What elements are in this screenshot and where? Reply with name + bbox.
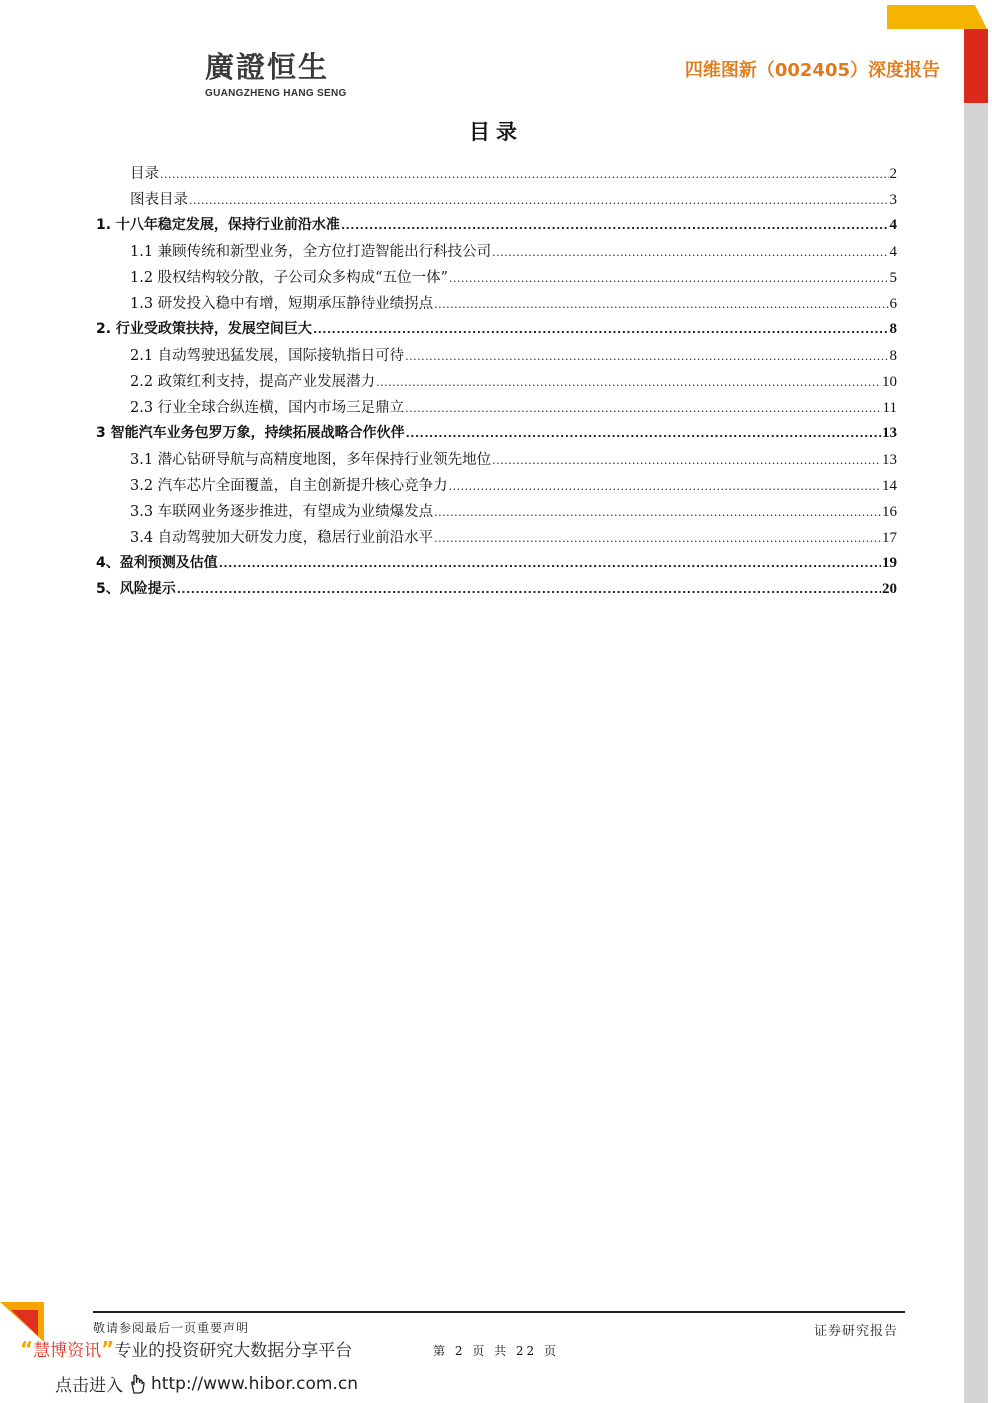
toc-entry-page: 8 xyxy=(889,348,897,364)
watermark-url[interactable]: http://www.hibor.com.cn xyxy=(151,1373,358,1394)
quote-open: “ xyxy=(20,1337,34,1361)
toc-entry[interactable] xyxy=(130,448,897,474)
toc-entry-label: 图表目录 xyxy=(130,192,188,208)
page-number: 第 2 页 共 22 页 xyxy=(433,1344,559,1358)
toc-entry-label: 目录 xyxy=(130,166,159,182)
page-title: 目录 xyxy=(469,120,523,144)
corner-red-band xyxy=(964,29,988,103)
toc-entry-page: 5 xyxy=(889,270,897,286)
watermark-slogan xyxy=(20,1336,352,1361)
leader-dots xyxy=(449,272,889,285)
pointer-hand-icon xyxy=(126,1373,148,1395)
toc-entry[interactable] xyxy=(130,162,897,188)
toc-entry-page: 13 xyxy=(882,425,897,441)
footer-disclaimer: 敬请参阅最后一页重要声明 xyxy=(93,1321,250,1335)
leader-dots xyxy=(406,427,881,440)
toc-entry[interactable] xyxy=(130,292,897,318)
toc-entry-label: 2.2 政策红利支持，提高产业发展潜力 xyxy=(130,374,376,390)
toc-entry[interactable] xyxy=(130,526,897,552)
toc-entry-label: 1. 十八年稳定发展，保持行业前沿水准 xyxy=(96,217,340,233)
toc-entry-label: 1.1 兼顾传统和新型业务，全方位打造智能出行科技公司 xyxy=(130,244,492,260)
company-logo xyxy=(205,50,345,99)
toc-entry[interactable] xyxy=(130,370,897,396)
leader-dots xyxy=(189,194,889,207)
toc-entry-label: 3.4 自动驾驶加大研发力度，稳居行业前沿水平 xyxy=(130,530,434,546)
toc-entry-page: 11 xyxy=(882,400,897,416)
leader-dots xyxy=(434,506,881,519)
watermark-slogan-text: 专业的投资研究大数据分享平台 xyxy=(114,1341,353,1361)
toc-entry[interactable] xyxy=(130,240,897,266)
toc-entry-page: 17 xyxy=(882,530,897,546)
leader-dots xyxy=(492,246,888,259)
toc-entry-label: 5、风险提示 xyxy=(96,581,176,597)
watermark-brand: 慧博资讯 xyxy=(33,1341,102,1361)
side-gray-band xyxy=(964,103,988,1403)
footer-divider xyxy=(93,1311,905,1313)
leader-dots xyxy=(449,480,881,493)
toc-entry[interactable] xyxy=(130,396,897,422)
toc-entry[interactable] xyxy=(130,344,897,370)
leader-dots xyxy=(341,219,889,232)
logo-chinese: 廣證恒生 xyxy=(205,50,330,84)
toc-section[interactable] xyxy=(96,214,897,240)
toc-entry-page: 4 xyxy=(889,244,897,260)
toc-entry-page: 16 xyxy=(882,504,897,520)
toc-entry-label: 3.3 车联网业务逐步推进，有望成为业绩爆发点 xyxy=(130,504,434,520)
toc-entry-label: 2.3 行业全球合纵连横，国内市场三足鼎立 xyxy=(130,400,405,416)
footer-report-type: 证券研究报告 xyxy=(813,1324,898,1339)
leader-dots xyxy=(177,583,881,596)
logo-english: GUANGZHENG HANG SENG xyxy=(205,88,347,99)
toc-entry-label: 2.1 自动驾驶迅猛发展，国际接轨指日可待 xyxy=(130,348,405,364)
toc-entry[interactable] xyxy=(130,500,897,526)
toc-entry[interactable] xyxy=(130,266,897,292)
toc-entry[interactable] xyxy=(130,188,897,214)
leader-dots xyxy=(160,168,889,181)
leader-dots xyxy=(405,402,881,415)
toc-entry[interactable] xyxy=(130,474,897,500)
leader-dots xyxy=(376,376,881,389)
toc-entry-page: 3 xyxy=(889,192,897,208)
leader-dots xyxy=(405,350,888,363)
leader-dots xyxy=(434,298,888,311)
watermark-link[interactable] xyxy=(55,1371,358,1396)
corner-yellow-band xyxy=(887,5,987,29)
toc-entry-page: 8 xyxy=(889,321,897,337)
toc-entry-label: 3.1 潜心钻研导航与高精度地图，多年保持行业领先地位 xyxy=(130,452,492,468)
leader-dots xyxy=(313,323,889,336)
toc-entry-label: 3 智能汽车业务包罗万象，持续拓展战略合作伙伴 xyxy=(96,425,405,441)
toc-entry-page: 6 xyxy=(889,296,897,312)
toc-entry-page: 14 xyxy=(882,478,897,494)
toc-entry-label: 4、盈利预测及估值 xyxy=(96,555,218,571)
toc-entry-label: 1.2 股权结构较分散，子公司众多构成“五位一体” xyxy=(130,270,448,286)
toc-entry-page: 20 xyxy=(882,581,897,597)
leader-dots xyxy=(492,454,881,467)
toc-entry-label: 1.3 研发投入稳中有增，短期承压静待业绩拐点 xyxy=(130,296,434,312)
toc-entry-page: 19 xyxy=(882,555,897,571)
report-tag: 四维图新（002405）深度报告 xyxy=(684,60,940,81)
toc-section[interactable] xyxy=(96,552,897,578)
toc-entry-label: 2. 行业受政策扶持，发展空间巨大 xyxy=(96,321,312,337)
quote-close: ” xyxy=(101,1337,115,1361)
toc-entry-page: 10 xyxy=(882,374,897,390)
toc-entry-page: 13 xyxy=(882,452,897,468)
leader-dots xyxy=(434,532,881,545)
toc-section[interactable] xyxy=(96,422,897,448)
toc-section[interactable] xyxy=(96,318,897,344)
toc-entry-page: 4 xyxy=(889,217,897,233)
leader-dots xyxy=(219,557,881,570)
watermark-enter: 点击进入 xyxy=(55,1376,123,1396)
toc-entry-page: 2 xyxy=(889,166,897,182)
toc-entry-label: 3.2 汽车芯片全面覆盖，自主创新提升核心竞争力 xyxy=(130,478,448,494)
toc-section[interactable] xyxy=(96,578,897,604)
